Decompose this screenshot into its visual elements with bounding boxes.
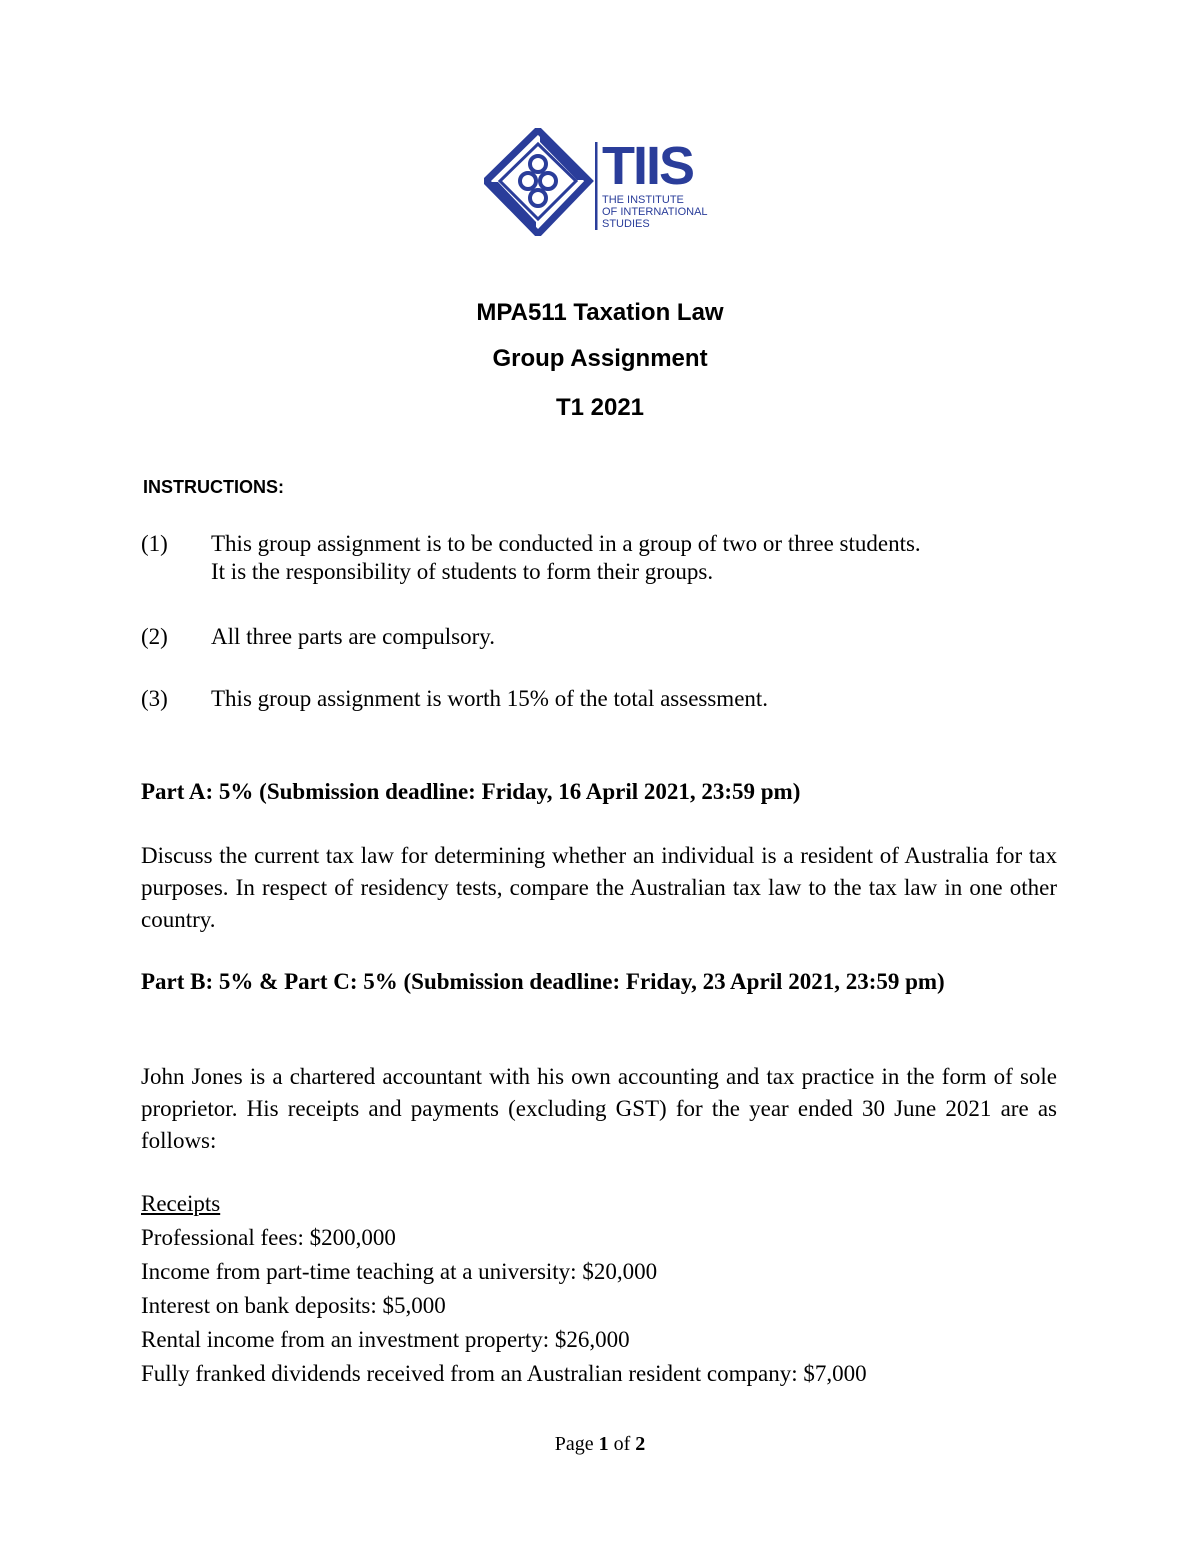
part-bc-body: John Jones is a chartered accountant with his own accounting and tax practice in the form of sole proprietor. His receipts and payments (excluding GST) for the year ended 30 June 2021 are as follows: [141, 1064, 1057, 1153]
of-word: of [613, 1433, 631, 1455]
receipt-item: Fully franked dividends received from an Australian resident company: $7,000 [141, 1361, 867, 1386]
logo-brand-text: TIIS [602, 136, 694, 196]
receipts-heading: Receipts [141, 1191, 221, 1216]
instruction-text: This group assignment is worth 15% of the total assessment. [211, 686, 769, 711]
instruction-line: This group assignment is to be conducted in a group of two or three students. [211, 531, 921, 556]
logo-line3-text: STUDIES [602, 218, 650, 230]
receipts-list [141, 1187, 867, 1391]
instructions-label: INSTRUCTIONS: [143, 477, 284, 497]
tiis-logo-graphic [484, 128, 720, 236]
receipt-item: Interest on bank deposits: $5,000 [141, 1293, 446, 1318]
tiis-logo [484, 128, 720, 236]
part-a-body: Discuss the current tax law for determining whether an individual is a resident of Australia for tax purposes. In respect of residency tests, compare the Australian tax law to the tax law in one other country. [141, 843, 1057, 932]
course-title: MPA511 Taxation Law [476, 299, 724, 326]
instruction-number: (2) [141, 624, 168, 649]
page-footer [0, 1431, 1200, 1457]
instruction-number: (1) [141, 531, 168, 556]
logo-divider [595, 142, 598, 230]
instruction-text [211, 530, 1071, 586]
logo-line2-text: OF INTERNATIONAL [602, 206, 708, 218]
term-label: T1 2021 [555, 394, 645, 421]
instruction-number: (3) [141, 686, 168, 711]
receipt-item: Rental income from an investment property: $26,000 [141, 1327, 630, 1352]
receipt-item: Professional fees: $200,000 [141, 1225, 396, 1250]
diamond-emblem-icon [486, 130, 589, 234]
page-number: 1 [598, 1433, 609, 1455]
part-bc-heading: Part B: 5% & Part C: 5% (Submission deadline: Friday, 23 April 2021, 23:59 pm) [141, 969, 945, 994]
part-a-heading: Part A: 5% (Submission deadline: Friday, 16 April 2021, 23:59 pm) [141, 779, 801, 804]
logo-line1-text: THE INSTITUTE [602, 194, 684, 206]
page-word: Page [554, 1433, 594, 1455]
assignment-type: Group Assignment [492, 345, 708, 372]
page-total: 2 [635, 1433, 646, 1455]
receipt-item: Income from part-time teaching at a university: $20,000 [141, 1259, 658, 1284]
instruction-text: All three parts are compulsory. [211, 624, 495, 649]
instruction-line: It is the responsibility of students to form their groups. [211, 559, 714, 584]
